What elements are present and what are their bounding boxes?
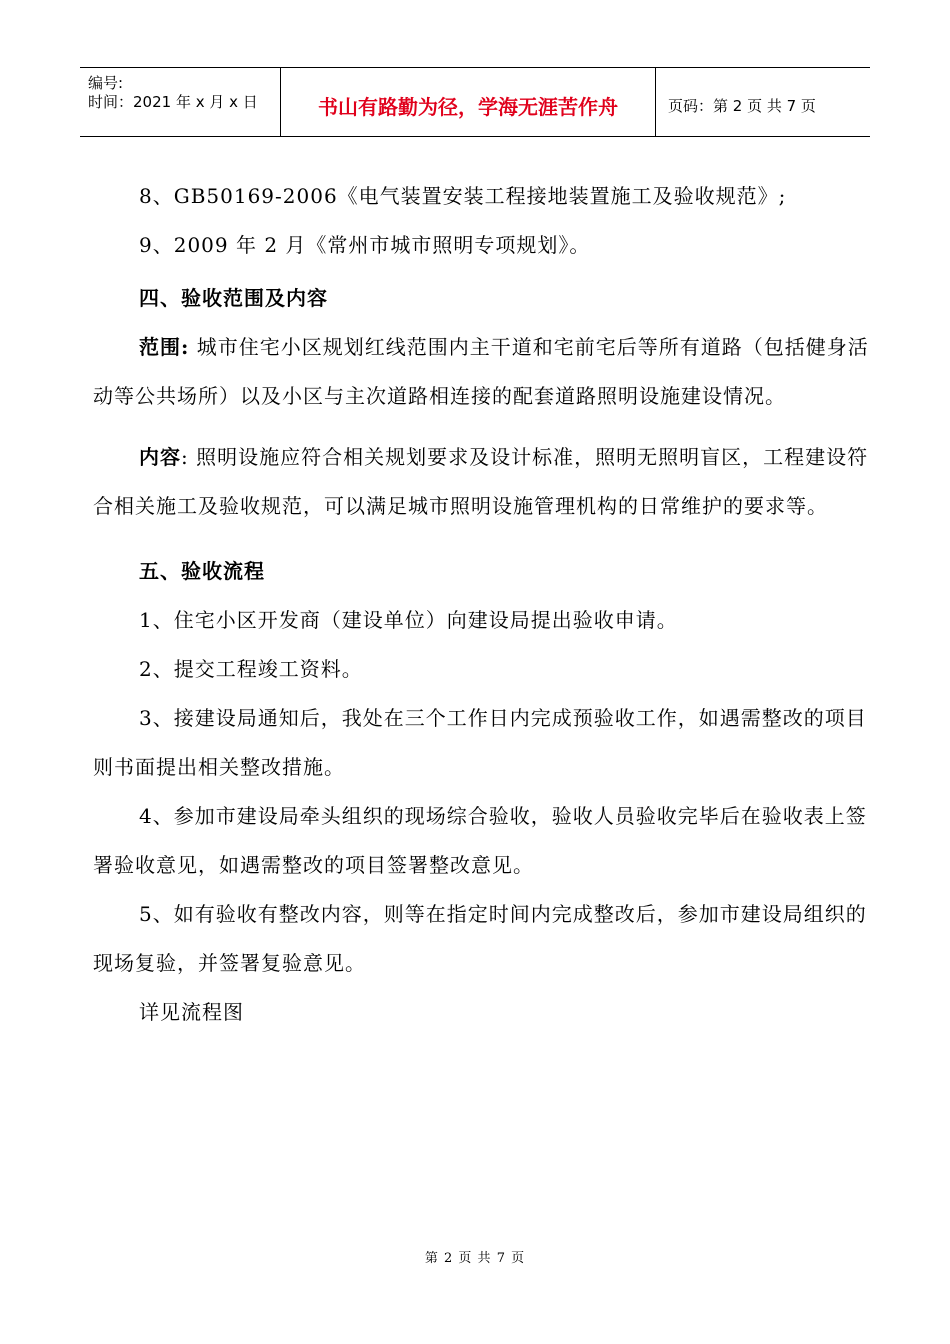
header-time-label: 时间：2021 年 x 月 x 日 <box>88 93 258 111</box>
reference-item-9: 9、2009 年 2 月《常州市城市照明专项规划》。 <box>139 233 591 257</box>
reference-item-8: 8、GB50169-2006《电气装置安装工程接地装置施工及验收规范》; <box>139 184 787 208</box>
header-page-code: 页码：第 2 页 共 7 页 <box>668 96 816 115</box>
header-number-label: 编号: <box>88 74 124 92</box>
content-paragraph <box>93 433 873 531</box>
header-meta <box>80 68 281 136</box>
page-header <box>80 67 870 137</box>
scope-label: 范围: <box>139 335 190 359</box>
section-4-title: 四、验收范围及内容 <box>139 286 328 310</box>
header-motto: 书山有路勤为径，学海无涯苦作舟 <box>281 68 656 136</box>
step-3: 3、接建设局通知后，我处在三个工作日内完成预验收工作，如遇需整改的项目则书面提出相关整改措施。 <box>93 706 867 779</box>
content-text: : 照明设施应符合相关规划要求及设计标准，照明无照明盲区，工程建设符合相关施工及验收规范，可以满足城市照明设施管理机构的日常维护的要求等。 <box>93 445 869 518</box>
scope-text: 城市住宅小区规划红线范围内主干道和宅前宅后等所有道路（包括健身活动等公共场所）以及小区与主次道路相连接的配套道路照明设施建设情况。 <box>93 335 869 408</box>
step-5: 5、如有验收有整改内容，则等在指定时间内完成整改后，参加市建设局组织的现场复验，并签署复验意见。 <box>93 902 867 975</box>
page-footer: 第 2 页 共 7 页 <box>424 1251 526 1266</box>
scope-paragraph <box>93 323 873 421</box>
step-4: 4、参加市建设局牵头组织的现场综合验收，验收人员验收完毕后在验收表上签署验收意见，如遇需整改的项目签署整改意见。 <box>93 804 867 877</box>
content-label: 内容 <box>139 445 181 469</box>
document-body <box>93 172 873 1037</box>
step-1: 1、住宅小区开发商（建设单位）向建设局提出验收申请。 <box>139 608 678 632</box>
section-5-title: 五、验收流程 <box>139 559 265 583</box>
see-flowchart: 详见流程图 <box>139 1000 244 1024</box>
step-2: 2、提交工程竣工资料。 <box>139 657 363 681</box>
